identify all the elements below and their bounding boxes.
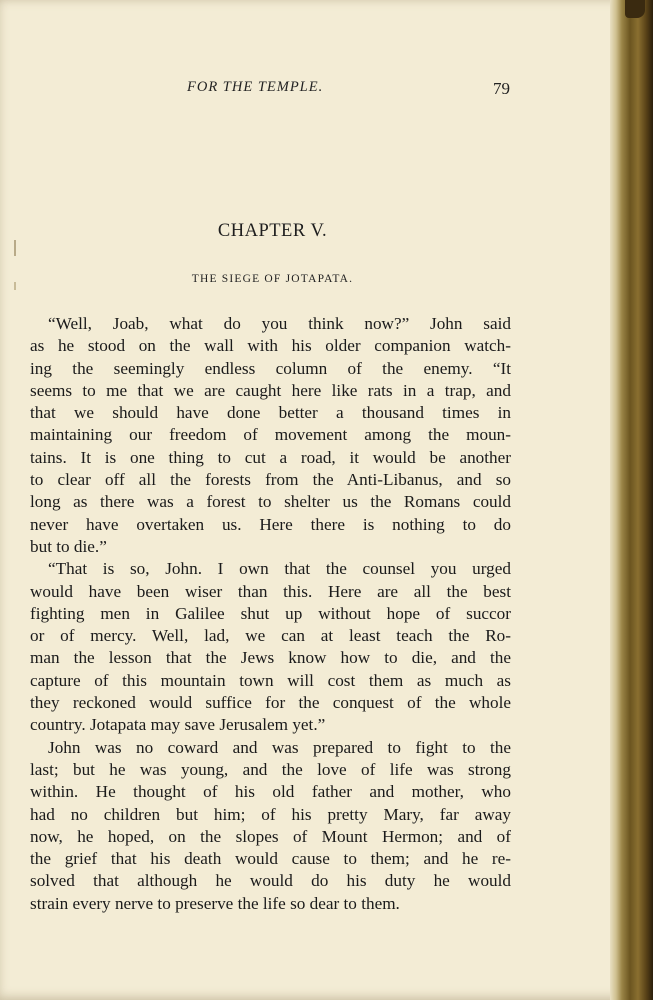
text-line: would have been wiser than this. Here are all the best xyxy=(30,581,511,601)
text-line: maintaining our freedom of movement among the moun- xyxy=(30,425,511,445)
text-line: strain every nerve to preserve the life so dear to them. xyxy=(30,893,400,913)
text-line: to clear off all the forests from the Anti-Libanus, and so xyxy=(30,470,511,490)
text-line: seems to me that we are caught here like rats in a trap, and xyxy=(30,380,511,400)
text-line: long as there was a forest to shelter us the Romans could xyxy=(30,492,511,512)
text-line: country. Jotapata may save Jerusalem yet.” xyxy=(30,715,326,735)
book-spine xyxy=(610,0,653,1000)
body-text xyxy=(30,313,511,915)
text-line: man the lesson that the Jews know how to die, and the xyxy=(30,648,511,668)
text-line: fighting men in Galilee shut up without hope of succor xyxy=(30,603,511,623)
text-line: never have overtaken us. Here there is nothing to do xyxy=(30,514,511,534)
text-line: “Well, Joab, what do you think now?” John said xyxy=(48,314,511,333)
text-line: last; but he was young, and the love of life was strong xyxy=(30,759,511,779)
text-line: now, he hoped, on the slopes of Mount Hermon; and of xyxy=(30,826,511,846)
text-line: solved that although he would do his duty he would xyxy=(30,871,511,891)
text-line: they reckoned would suffice for the conquest of the whole xyxy=(30,693,511,713)
text-line: as he stood on the wall with his older companion watch- xyxy=(30,336,511,356)
text-line: John was no coward and was prepared to fight to the xyxy=(48,737,511,757)
text-line: but to die.” xyxy=(30,536,107,556)
text-line: the grief that his death would cause to them; and he re- xyxy=(30,849,511,869)
chapter-heading: CHAPTER V. xyxy=(217,221,328,241)
text-line: “That is so, John. I own that the counsel you urged xyxy=(48,559,511,579)
page-number: 79 xyxy=(493,79,510,98)
chapter-subtitle: THE SIEGE OF JOTAPATA. xyxy=(191,273,354,285)
text-line: within. He thought of his old father and mother, who xyxy=(30,782,511,802)
text-line: or of mercy. Well, lad, we can at least teach the Ro- xyxy=(30,626,511,646)
text-line: tains. It is one thing to cut a road, it would be another xyxy=(30,447,511,467)
running-title: FOR THE TEMPLE. xyxy=(187,79,324,95)
text-line: capture of this mountain town will cost them as much as xyxy=(30,670,511,690)
text-line: ing the seemingly endless column of the enemy. “It xyxy=(30,358,511,378)
text-line: had no children but him; of his pretty Mary, far away xyxy=(30,804,511,824)
margin-mark xyxy=(14,240,16,256)
text-line: that we should have done better a thousand times in xyxy=(30,403,511,423)
spine-shadow xyxy=(625,0,645,18)
